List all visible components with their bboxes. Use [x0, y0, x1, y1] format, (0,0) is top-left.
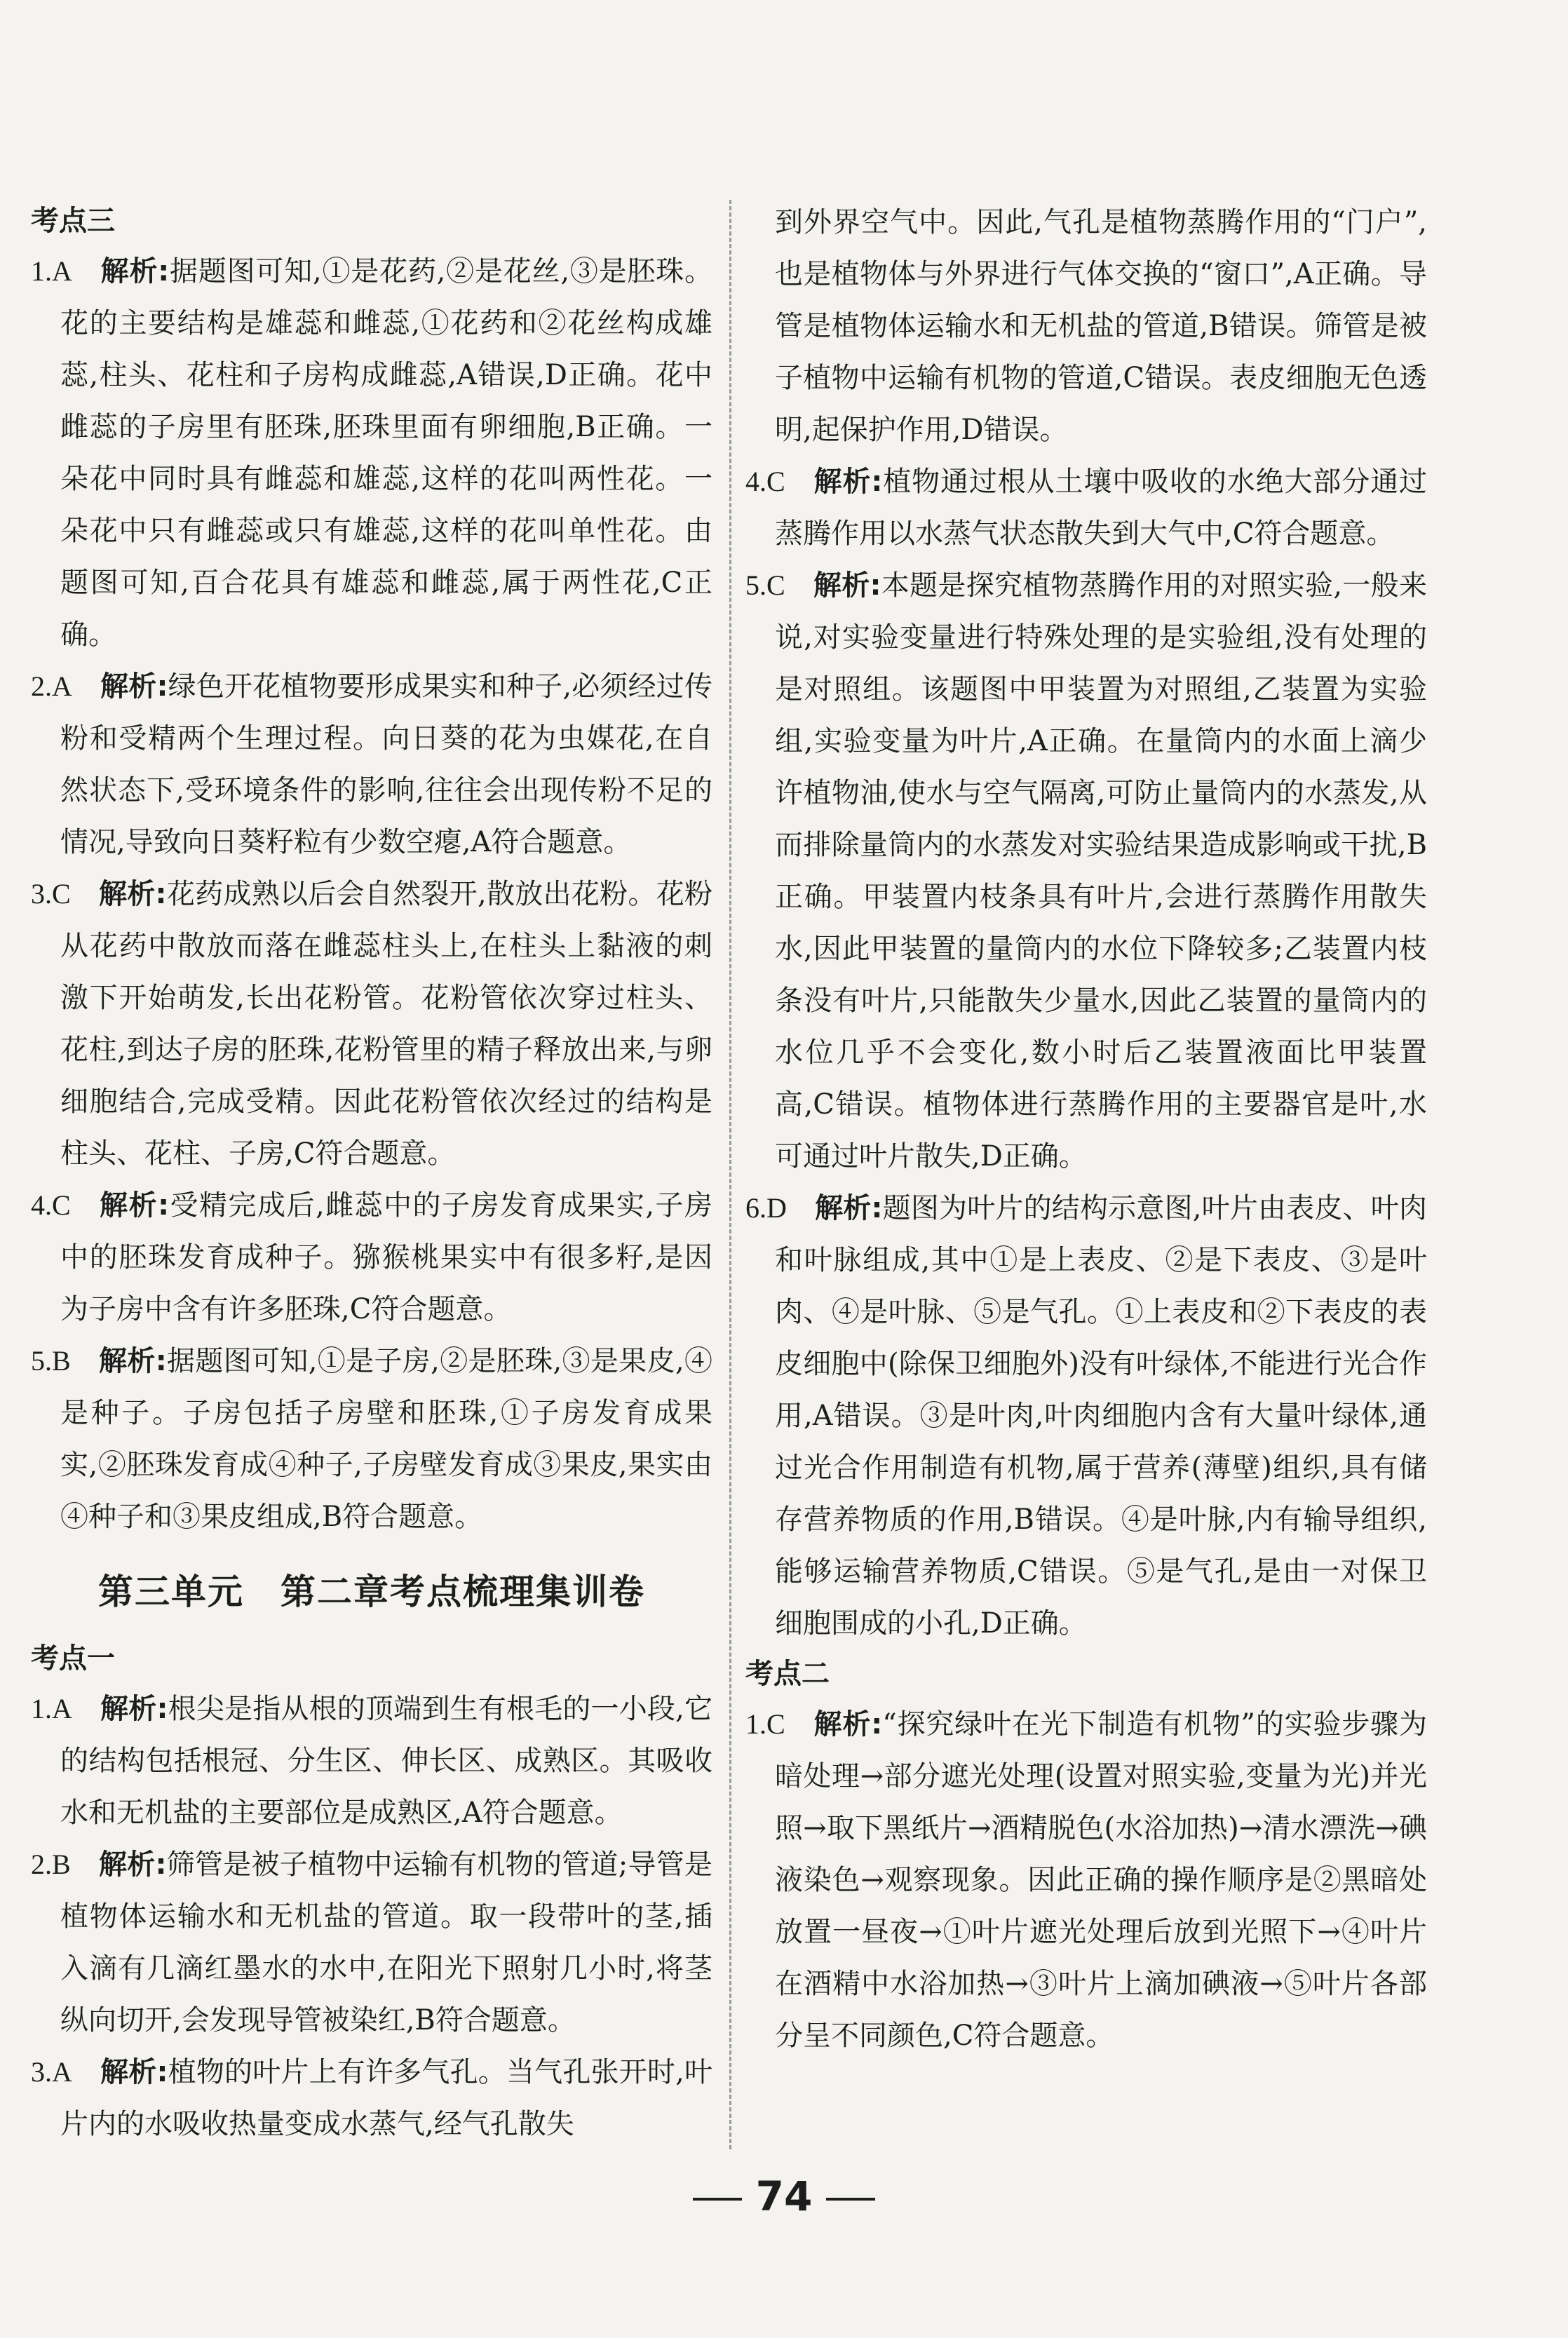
section-heading: 考点三: [31, 205, 115, 237]
answer-number: 2.A: [31, 670, 72, 702]
analysis-label: 解析:: [100, 1693, 168, 1725]
answer-text: 植物的叶片上有许多气孔。当气孔张开时,叶片内的水吸收热量变成水蒸气,经气孔散失: [60, 2056, 713, 2140]
right-column: [745, 196, 1427, 2062]
answer-continuation: [745, 196, 1427, 456]
answer-item: [31, 1335, 712, 1543]
answer-text: 植物通过根从土壤中吸收的水绝大部分通过蒸腾作用以水蒸气状态散失到大气中,C符合题意。: [775, 466, 1428, 550]
column-divider: [729, 200, 731, 2149]
analysis-label: 解析:: [100, 670, 168, 703]
answer-item: [745, 1698, 1427, 2062]
answer-number: 3.C: [31, 878, 71, 910]
answer-item: [745, 560, 1427, 1182]
answer-text: 绿色开花植物要形成果实和种子,必须经过传粉和受精两个生理过程。向日葵的花为虫媒花,在自然状态下,受环境条件的影响,往往会出现传粉不足的情况,导致向日葵籽粒有少数空瘪,A符合题意。: [60, 670, 713, 858]
page-number-dash-left: [693, 2198, 742, 2201]
section-heading: 考点二: [745, 1658, 830, 1690]
answer-text: 受精完成后,雌蕊中的子房发育成果实,子房中的胚珠发育成种子。猕猴桃果实中有很多籽,是因为子房中含有许多胚珠,C符合题意。: [60, 1189, 712, 1325]
answer-number: 3.A: [31, 2056, 72, 2088]
answer-text: 花药成熟以后会自然裂开,散放出花粉。花粉从花药中散放而落在雌蕊柱头上,在柱头上黏液的刺激下开始萌发,长出花粉管。花粉管依次穿过柱头、花柱,到达子房的胚珠,花粉管里的精子释放出来,与卵细胞结合,完成受精。因此花粉管依次经过的结构是柱头、花柱、子房,C符合题意。: [60, 878, 712, 1170]
answer-number: 6.D: [745, 1192, 787, 1224]
section-heading: 考点一: [31, 1642, 115, 1675]
answer-item: [31, 1839, 712, 2046]
answer-item: [31, 1683, 712, 1839]
answer-item: [31, 1180, 712, 1335]
page-number: [0, 2173, 1568, 2220]
analysis-label: 解析:: [813, 466, 883, 498]
answer-text: “探究绿叶在光下制造有机物”的实验步骤为暗处理→部分遮光处理(设置对照实验,变量为光)并光照→取下黑纸片→酒精脱色(水浴加热)→清水漂洗→碘液染色→观察现象。因此正确的操作顺序是②黑暗处放置一昼夜→①叶片遮光处理后放到光照下→④叶片在酒精中水浴加热→③叶片上滴加碘液→⑤叶片各部分呈不同颜色,C符合题意。: [775, 1708, 1427, 2052]
left-column: [31, 196, 712, 2150]
answer-number: 1.C: [745, 1708, 785, 1740]
answer-item: [745, 1182, 1427, 1649]
analysis-label: 解析:: [100, 255, 170, 288]
unit-title: 第三单元 第二章考点梳理集训卷: [98, 1572, 645, 1612]
page-number-text: 74: [755, 2173, 813, 2220]
analysis-label: 解析:: [814, 1192, 883, 1224]
answer-number: 4.C: [31, 1189, 71, 1221]
answer-text: 根尖是指从根的顶端到生有根毛的一小段,它的结构包括根冠、分生区、伸长区、成熟区。其吸收水和无机盐的主要部位是成熟区,A符合题意。: [60, 1693, 713, 1829]
answer-item: [31, 868, 712, 1180]
answer-number: 5.B: [31, 1345, 71, 1377]
answer-text: 本题是探究植物蒸腾作用的对照实验,一般来说,对实验变量进行特殊处理的是实验组,没有处理的是对照组。该题图中甲装置为对照组,乙装置为实验组,实验变量为叶片,A正确。在量筒内的水面上滴少许植物油,使水与空气隔离,可防止量筒内的水蒸发,从而排除量筒内的水蒸发对实验结果造成影响或干扰,B正确。甲装置内枝条具有叶片,会进行蒸腾作用散失水,因此甲装置的量筒内的水位下降较多;乙装置内枝条没有叶片,只能散失少量水,因此乙装置的量筒内的水位几乎不会变化,数小时后乙装置液面比甲装置高,C错误。植物体进行蒸腾作用的主要器官是叶,水可通过叶片散失,D正确。: [775, 569, 1427, 1173]
answer-item: [31, 245, 712, 661]
page-number-dash-right: [826, 2198, 875, 2201]
answer-item: [31, 2046, 712, 2150]
answer-number: 5.C: [745, 569, 785, 601]
answer-item: [745, 456, 1427, 560]
answer-number: 2.B: [31, 1849, 71, 1880]
answer-text: 筛管是被子植物中运输有机物的管道;导管是植物体运输水和无机盐的管道。取一段带叶的茎,插入滴有几滴红墨水的水中,在阳光下照射几小时,将茎纵向切开,会发现导管被染红,B符合题意。: [60, 1849, 712, 2036]
answer-text: 据题图可知,①是子房,②是胚珠,③是果皮,④是种子。子房包括子房壁和胚珠,①子房发育成果实,②胚珠发育成④种子,子房壁发育成③果皮,果实由④种子和③果皮组成,B符合题意。: [60, 1345, 713, 1533]
answer-text: 到外界空气中。因此,气孔是植物蒸腾作用的“门户”,也是植物体与外界进行气体交换的“窗口”,A正确。导管是植物体运输水和无机盐的管道,B错误。筛管是被子植物中运输有机物的管道,C错误。表皮细胞无色透明,起保护作用,D错误。: [775, 206, 1427, 446]
analysis-label: 解析:: [813, 1708, 883, 1741]
analysis-label: 解析:: [100, 2056, 168, 2088]
answer-item: [31, 661, 712, 868]
answer-number: 1.A: [31, 255, 72, 287]
analysis-label: 解析:: [98, 878, 167, 910]
analysis-label: 解析:: [98, 1849, 167, 1881]
answer-number: 1.A: [31, 1693, 72, 1724]
answer-text: 据题图可知,①是花药,②是花丝,③是胚珠。花的主要结构是雄蕊和雌蕊,①花药和②花丝构成雄蕊,柱头、花柱和子房构成雌蕊,A错误,D正确。花中雌蕊的子房里有胚珠,胚珠里面有卵细胞,B正确。一朵花中同时具有雌蕊和雄蕊,这样的花叫两性花。一朵花中只有雌蕊或只有雄蕊,这样的花叫单性花。由题图可知,百合花具有雄蕊和雌蕊,属于两性花,C正确。: [60, 255, 712, 651]
answer-number: 4.C: [745, 466, 785, 497]
analysis-label: 解析:: [98, 1189, 170, 1222]
analysis-label: 解析:: [813, 569, 881, 602]
analysis-label: 解析:: [98, 1345, 167, 1377]
answer-text: 题图为叶片的结构示意图,叶片由表皮、叶肉和叶脉组成,其中①是上表皮、②是下表皮、③是叶肉、④是叶脉、⑤是气孔。①上表皮和②下表皮的表皮细胞中(除保卫细胞外)没有叶绿体,不能进行光合作用,A错误。③是叶肉,叶肉细胞内含有大量叶绿体,通过光合作用制造有机物,属于营养(薄壁)组织,具有储存营养物质的作用,B错误。④是叶脉,内有输导组织,能够运输营养物质,C错误。⑤是气孔,是由一对保卫细胞围成的小孔,D正确。: [775, 1192, 1428, 1640]
